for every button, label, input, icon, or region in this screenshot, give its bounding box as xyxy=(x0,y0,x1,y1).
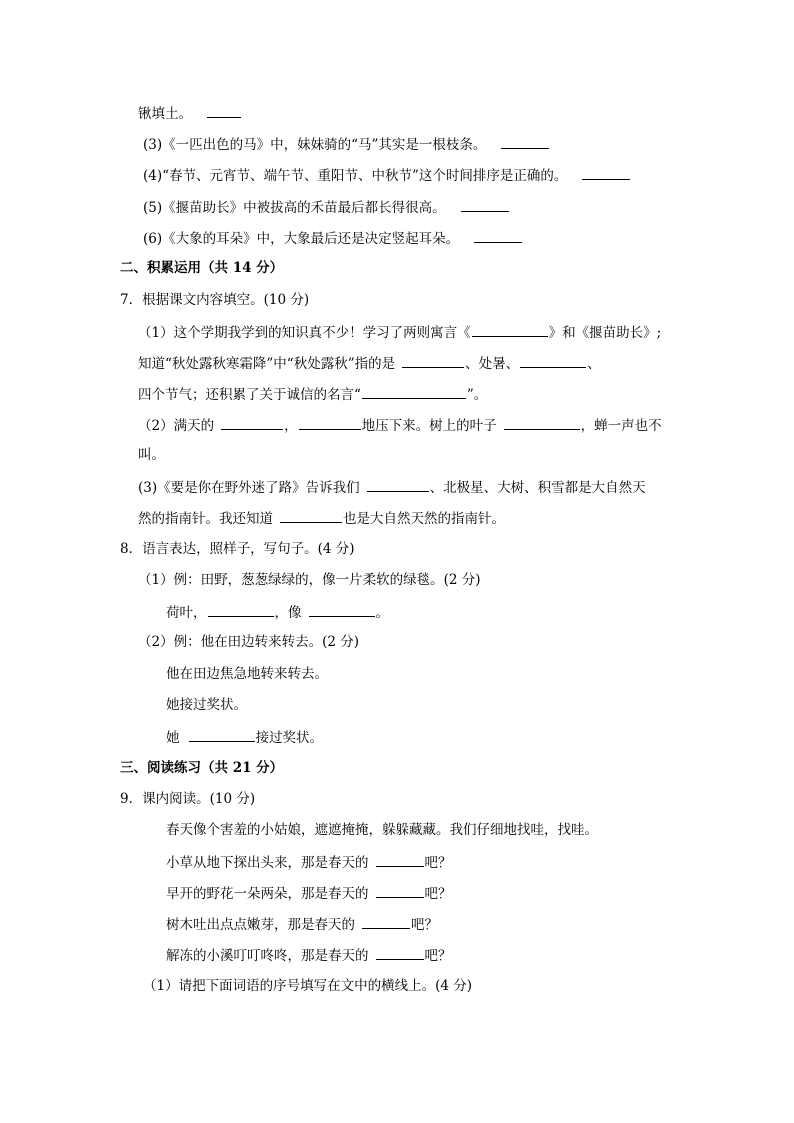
answer-blank[interactable] xyxy=(376,946,424,960)
text-line: 锹填土。 xyxy=(138,104,242,122)
answer-blank[interactable] xyxy=(376,853,424,867)
answer-blank[interactable] xyxy=(207,104,241,118)
question-title: 9．课内阅读。(10 分) xyxy=(120,791,256,807)
text-line: (3)《一匹出色的马》中，妹妹骑的“马”其实是一根枝条。 xyxy=(143,135,550,153)
text-line: 她接过奖状。 xyxy=(166,697,247,713)
answer-blank[interactable] xyxy=(504,416,580,430)
text-line: （2）满天的 ， 地压下来。树上的叶子 ，蝉一声也不 xyxy=(138,418,662,434)
answer-blank[interactable] xyxy=(309,603,375,617)
text-line: 她 接过奖状。 xyxy=(166,730,323,746)
answer-blank[interactable] xyxy=(221,416,283,430)
answer-blank[interactable] xyxy=(474,229,522,243)
answer-blank[interactable] xyxy=(367,478,429,492)
text-line: （1）请把下面词语的序号填写在文中的横线上。(4 分) xyxy=(143,978,473,994)
text-line: (5)《揠苗助长》中被拔高的禾苗最后都长得很高。 xyxy=(143,198,510,216)
answer-blank[interactable] xyxy=(520,354,586,368)
passage-line: 小草从地下探出头来，那是春天的 吧？ xyxy=(166,855,452,871)
text-line: (4)“春节、元宵节、端午节、重阳节、中秋节”这个时间排序是正确的。 xyxy=(143,166,631,184)
answer-blank[interactable] xyxy=(189,728,255,742)
text-line: 他在田边焦急地转来转去。 xyxy=(166,666,328,682)
answer-blank[interactable] xyxy=(280,509,342,523)
answer-blank[interactable] xyxy=(299,416,361,430)
answer-blank[interactable] xyxy=(461,198,509,212)
passage-line: 解冻的小溪叮叮咚咚，那是春天的 吧？ xyxy=(166,948,452,964)
text-line: (3)《要是你在野外迷了路》告诉我们 、北极星、大树、积雪都是大自然天 xyxy=(138,480,646,496)
answer-blank[interactable] xyxy=(362,385,466,399)
text-line: （1）例：田野，葱葱绿绿的，像一片柔软的绿毯。(2 分) xyxy=(138,572,481,588)
text-line: 叫。 xyxy=(138,447,165,463)
question-title: 8．语言表达，照样子，写句子。(4 分) xyxy=(120,541,355,557)
answer-blank[interactable] xyxy=(362,915,410,929)
text-line: (6)《大象的耳朵》中，大象最后还是决定竖起耳朵。 xyxy=(143,229,523,247)
answer-blank[interactable] xyxy=(582,166,630,180)
text-line: （1）这个学期我学到的知识真不少！学习了两则寓言《 》和《揠苗助长》; xyxy=(138,325,662,341)
passage-line: 早开的野花一朵两朵，那是春天的 吧？ xyxy=(166,886,452,902)
answer-blank[interactable] xyxy=(402,354,464,368)
answer-blank[interactable] xyxy=(501,135,549,149)
text-line: 荷叶， ，像 。 xyxy=(166,605,389,621)
text-line: 知道“秋处露秋寒霜降”中“秋处露秋”指的是 、处暑、 、 xyxy=(138,356,601,372)
question-title: 7．根据课文内容填空。(10 分) xyxy=(120,292,310,308)
passage-line: 春天像个害羞的小姑娘，遮遮掩掩，躲躲藏藏。我们仔细地找哇，找哇。 xyxy=(166,822,598,838)
section-heading: 三、阅读练习（共 21 分） xyxy=(120,760,284,776)
text-line: 然的指南针。我还知道 也是大自然天然的指南针。 xyxy=(138,511,505,527)
passage-line: 树木吐出点点嫩芽，那是春天的 吧？ xyxy=(166,917,438,933)
answer-blank[interactable] xyxy=(208,603,274,617)
text-line: 四个节气；还积累了关于诚信的名言“ ”。 xyxy=(138,387,488,403)
answer-blank[interactable] xyxy=(472,323,548,337)
text-line: （2）例：他在田边转来转去。(2 分) xyxy=(138,634,360,650)
section-heading: 二、积累运用（共 14 分） xyxy=(120,260,284,276)
answer-blank[interactable] xyxy=(376,884,424,898)
